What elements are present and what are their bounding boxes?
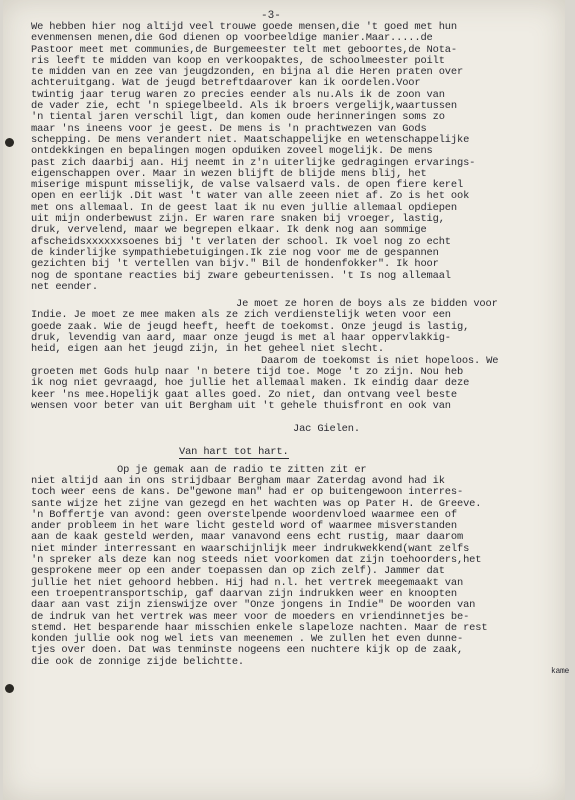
text-line: Je moet ze horen de boys als ze bidden voor: [236, 298, 498, 311]
text-line: achteruitgang. Wat de jeugd betreftdaarover kan ik oordelen.Voor: [31, 77, 421, 90]
article-title: Van hart tot hart.: [179, 446, 289, 459]
article-first-line: Op je gemak aan de radio te zitten zit er: [117, 463, 367, 476]
text-line: niet minder interressant en waarschijnlijk meer indrukwekkend(want zelfs: [31, 542, 470, 555]
margin-note: kame: [551, 667, 570, 676]
text-line: een troepentransportschip, gaf daarvan zijn indrukken weer en knoopten: [31, 587, 457, 600]
text-line: wensen voor beter van uit Bergham uit 't gehele thuisfront en ook van: [31, 399, 451, 412]
text-line: druk, vervelend, maar we begrepen elkaar. Ik denk nog aan sommige: [31, 224, 427, 237]
text-line: groeten met Gods hulp naar 'n betere tijd toe. Moge 't zo zijn. Nou heb: [31, 365, 464, 378]
paragraph-3: [31, 356, 556, 412]
text-line: eigenschappen over. Maar in wezen blijft de blijde mens blij, het: [31, 167, 427, 180]
punch-hole: [5, 138, 14, 147]
text-line: konden jullie ook nog wel iets van meenemen . We zullen het even dunne-: [31, 633, 464, 646]
punch-hole: [5, 684, 14, 693]
text-line: miserige mispunt misselijk, de valse valsaerd vals. de open fiere kerel: [31, 179, 464, 192]
text-line: sante wijze het zijne van gezegd en het wachten was op Pater H. de Greeve.: [31, 497, 482, 510]
text-line: schepping. De mens verandert niet. Maatschappelijke en wetenschappelijke: [31, 133, 470, 146]
text-line: ik nog niet gevraagd, hoe jullie het allemaal maken. Ik eindig daar deze: [31, 377, 470, 390]
text-line: te midden van en zee van jeugdzonden, en bijna al die Heren praten over: [31, 66, 464, 79]
paragraph-1: [31, 22, 556, 293]
text-line: gezichten bij 't vertellen van bijv." Bil de hondenfokker". Ik hoor: [31, 258, 439, 271]
text-line: heid, eigen aan het jeugd zijn, in het geheel niet slecht.: [31, 343, 384, 356]
text-line: Indie. Je moet ze mee maken als ze zich verdienstelijk weten voor een: [31, 309, 451, 322]
text-line: tjes over doen. Dat was tenminste nogeens een nuchtere kijk op de zaak,: [31, 644, 464, 657]
typed-page: [3, 0, 570, 800]
text-line: die ook de zonnige zijde belichtte.: [31, 655, 244, 668]
paragraph-2: [31, 299, 556, 355]
text-line: de vader zie, echt 'n spiegelbeeld. Als ik broers vergelijk,waartussen: [31, 100, 457, 113]
text-line: Pastoor meet met communies,de Burgemeester telt met geboortes,de Nota-: [31, 43, 457, 56]
text-line: Daarom de toekomst is niet hopeloos. We: [261, 354, 499, 367]
text-line: ander probleem in het ware licht gesteld word of waarmee misverstanden: [31, 520, 457, 533]
typed-text: [31, 22, 556, 668]
text-line: twintig jaar terug waren zo precies eender als nu.Als ik de zoon van: [31, 88, 445, 101]
text-line: open en eerlijk .Dit wast 't water van alle zeeen niet af. Zo is het ook: [31, 190, 470, 203]
text-line: niet altijd aan in ons strijdbaar Bergham maar Zaterdag avond had ik: [31, 474, 445, 487]
text-line: ris leeft te midden van koop en verkoopaktes, de schoolmeester poilt: [31, 54, 445, 67]
text-line: met ons allemaal. In de geest laat ik nu even jullie allemaal opdiepen: [31, 201, 457, 214]
text-line: ontdekkingen en bepalingen mogen opduiken zoveel mogelijk. De mens: [31, 145, 433, 158]
text-line: evenmensen menen,die God dienen op voorbeeldige manier.Maar.....de: [31, 32, 433, 45]
text-line: 'n Boffertje van avond: geen overstelpende woordenvloed waarmee een of: [31, 508, 457, 521]
text-line: daar aan vast zijn zienswijze over "Onze jongens in Indie" De woorden van: [31, 599, 476, 612]
text-line: de indruk van het vertrek was meer voor de moeders en vriendinnetjes be-: [31, 610, 470, 623]
signature: Jac Gielen.: [293, 423, 360, 436]
text-line: 'n spreker als deze kan nog steeds niet voorkomen dat zijn toehoorders,het: [31, 554, 482, 567]
text-line: druk, levendig van aard, maar onze jeugd is met al haar oppervlakkig-: [31, 332, 451, 345]
text-line: We hebben hier nog altijd veel trouwe goede mensen,die 't goed met hun: [31, 21, 457, 33]
text-line: de kinderlijke sympathiebetuigingen.Ik zie nog voor me de gespannen: [31, 246, 439, 259]
text-line: goede zaak. Wie de jeugd heeft, heeft de toekomst. Onze jeugd is lastig,: [31, 320, 470, 333]
text-line: keer 'ns mee.Hopelijk gaat alles goed. Zo niet, dan ontvang veel beste: [31, 388, 457, 401]
text-line: maar 'ns ineens voor je geest. De mens is 'n prachtwezen van Gods: [31, 122, 427, 135]
text-line: uit mijn onderbewust zijn. Er waren rare snaken bij vroeger, lastig,: [31, 213, 445, 226]
article-body: [31, 476, 556, 668]
text-line: nog de spontane reacties bij zware gebeurtenissen. 't Is nog allemaal: [31, 269, 451, 282]
text-line: jullie het niet gehoord hebben. Hij had n.l. het vertrek meegemaakt van: [31, 576, 464, 589]
text-line: toch weer eens de kans. De"gewone man" had er op buitengewoon interres-: [31, 486, 464, 499]
text-line: afscheidsxxxxxxsoenes bij 't verlaten der school. Ik voel nog zo echt: [31, 235, 451, 248]
text-line: past zich daarbij aan. Hij neemt in z'n uiterlijke gedragingen ervarings-: [31, 156, 476, 169]
text-line: 'n tiental jaren verschil ligt, dan komen oude herinneringen soms zo: [31, 111, 445, 124]
text-line: net eender.: [31, 280, 98, 293]
text-line: stemd. Het besparende haar misschien enkele slapeloze nachten. Maar de rest: [31, 621, 488, 634]
text-line: aan de kaak gesteld werden, maar vanavond eens echt rustig, maar daarom: [31, 531, 464, 544]
page-number: -3-: [261, 10, 281, 22]
text-line: gesprokene meer op een ander toepassen dan op zich zelf). Jammer dat: [31, 565, 445, 578]
